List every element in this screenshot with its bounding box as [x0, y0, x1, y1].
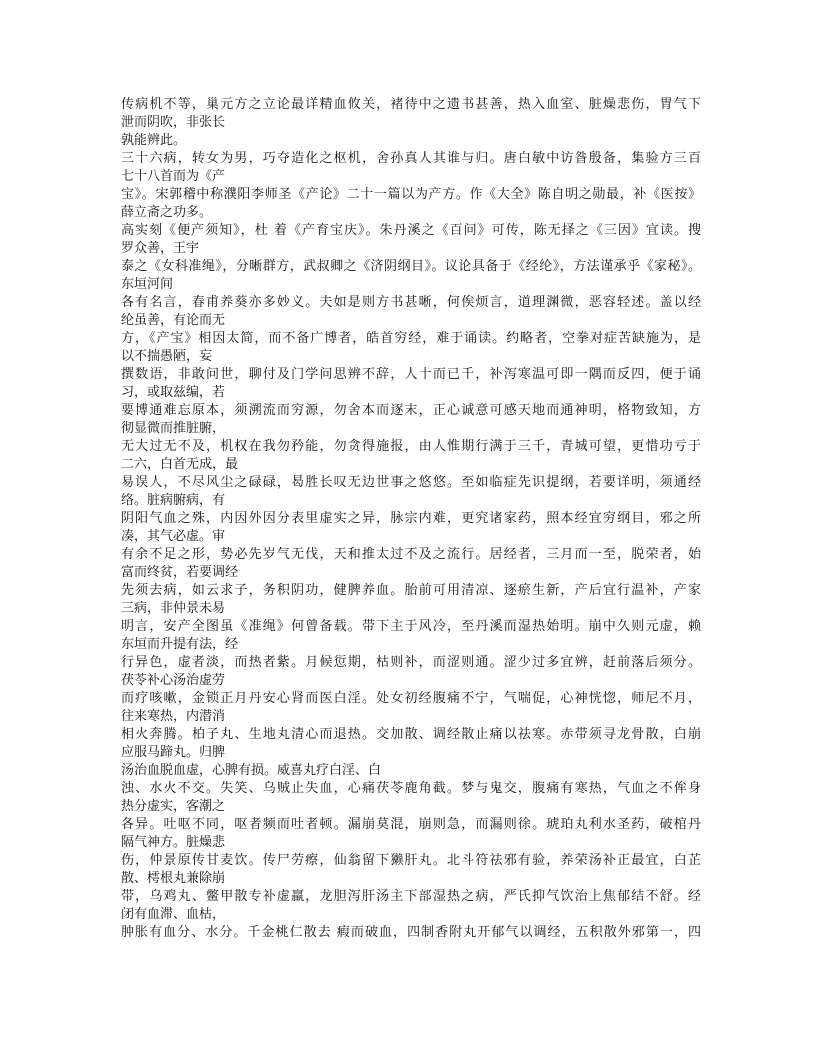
- text-line: 行异色，虚者淡，而热者紫。月候愆期，枯则补，而涩则通。涩少过多宜辨，赶前落后须分。: [121, 655, 701, 670]
- text-line: 阴阳气血之殊，内因外因分表里虚实之异，脉宗内难，更究诸家药，照本经宜穷纲目，邪之所: [121, 511, 701, 526]
- text-line: 散、樗根丸兼除崩: [121, 871, 226, 886]
- text-line: 宝》。宋郭稽中称濮阳李师圣《产论》二十一篇以为产方。作《大全》陈自明之勋最，补《医按》: [121, 187, 701, 202]
- text-line: 闭有血滞、血枯，: [121, 907, 226, 922]
- text-line: 二六，白首无成，最: [121, 457, 239, 472]
- text-line: 孰能辨此。: [121, 133, 187, 148]
- text-line: 薛立斋之功多。: [121, 205, 213, 220]
- text-line: 传病机不等，巢元方之立论最详精血攸关，褚待中之遗书甚善，热入血室、脏燥悲伤，胃气下: [121, 97, 701, 112]
- document-page: [121, 96, 706, 942]
- text-line: 三十六病，转女为男，巧夺造化之枢机，舍孙真人其谁与归。唐白敏中访昝殷备，集验方三百: [121, 151, 701, 166]
- text-line: 明言，安产全图虽《准绳》何曾备载。带下主于风冷，至丹溪而湿热始明。崩中久则元虚，赖: [121, 619, 701, 634]
- text-line: 习，或取兹编，若: [121, 385, 226, 400]
- text-line: 隔气神方。脏燥悲: [121, 835, 226, 850]
- text-line: 易误人，不尽风尘之碌碌，曷胜长叹无边世事之悠悠。至如临症先识提纲，若要详明，须通经: [121, 475, 701, 490]
- text-line: 伤，仲景原传甘麦饮。传尸劳瘵，仙翁留下獭肝丸。北斗符祛邪有验，养荣汤补正最宜，白芷: [121, 853, 701, 868]
- text-line: 带，乌鸡丸、鳖甲散专补虚羸，龙胆泻肝汤主下部湿热之病，严氏抑气饮治上焦郁结不舒。经: [121, 889, 701, 904]
- text-line: 往来寒热，内潜消: [121, 709, 226, 724]
- text-line: 泄而阴吹，非张长: [121, 115, 226, 130]
- text-line: 各异。吐呕不同，呕者频而吐者顿。漏崩莫混，崩则急，而漏则徐。琥珀丸利水圣药，破棺丹: [121, 817, 701, 832]
- text-line: 肿胀有血分、水分。千金桃仁散去 瘕而破血，四制香附丸开郁气以调经，五积散外邪第一，四: [121, 925, 701, 940]
- text-line: 高实刻《便产须知》，杜 着《产育宝庆》。朱丹溪之《百问》可传，陈无择之《三因》宜读。搜: [121, 223, 701, 238]
- text-line: 凑，其气必虚。审: [121, 529, 226, 544]
- text-line: 热分虚实，客潮之: [121, 799, 226, 814]
- text-line: 泰之《女科准绳》，分晰群方，武叔卿之《济阴纲目》。议论具备于《经纶》，方法谨承乎《家秘》。: [121, 259, 701, 274]
- text-line: 以不揣愚陋，妄: [121, 349, 213, 364]
- text-line: 络。脏病腑病，有: [121, 493, 226, 508]
- text-line: 罗众善，王宇: [121, 241, 200, 256]
- text-line: 各有名言，春甫养葵亦多妙义。夫如是则方书甚晰，何俟烦言，道理渊微，恶容轻述。盖以经: [121, 295, 701, 310]
- text-line: 茯苓补心汤治虚劳: [121, 673, 226, 688]
- text-line: 富而终贫，若要调经: [121, 565, 239, 580]
- text-line: 纶虽善，有论而无: [121, 313, 226, 328]
- text-line: 而疗咳嗽，金锁正月丹安心肾而医白淫。处女初经腹痛不宁，气喘促，心神恍惚，师尼不月，: [121, 691, 701, 706]
- text-line: 汤治血脱血虚，心脾有损。威喜丸疗白淫、白: [121, 763, 382, 778]
- text-line: 七十八首而为《产: [121, 169, 226, 184]
- text-line: 相火奔腾。柏子丸、生地丸清心而退热。交加散、调经散止痛以祛寒。赤带须寻龙骨散，白崩: [121, 727, 701, 742]
- text-line: 有余不足之形，势必先岁气无伐，天和推太过不及之流行。居经者，三月而一至，脱荣者，始: [121, 547, 701, 562]
- text-line: 三病，非仲景未易: [121, 601, 226, 616]
- text-line: 无大过无不及，机权在我勿矜能，勿贪得施报，由人惟期行满于三千，青城可望，更惜功亏于: [121, 439, 701, 454]
- text-line: 东垣而升提有法，经: [121, 637, 239, 652]
- text-line: 应服马蹄丸。归脾: [121, 745, 226, 760]
- text-line: 彻显微而推脏腑，: [121, 421, 226, 436]
- text-line: 方，《产宝》相因太简，而不备广博者，皓首穷经，难于诵读。约略者，空拳对症苦缺施为，是: [121, 331, 701, 346]
- text-line: 东垣河间: [121, 277, 174, 292]
- text-line: 浊、水火不交。失笑、乌贼止失血，心痛茯苓鹿角截。梦与鬼交，腹痛有寒热，气血之不侔身: [121, 781, 701, 796]
- text-line: 要博通难忘原本，须溯流而穷源，勿舍本而逐末，正心诚意可感天地而通神明，格物致知，方: [121, 403, 701, 418]
- text-line: 先须去病，如云求子，务积阴功，健脾养血。胎前可用清凉、逐瘀生新，产后宜行温补，产家: [121, 583, 701, 598]
- text-line: 撰数语，非敢问世，聊付及门学问思辨不辞，人十而已千，补泻寒温可即一隅而反四，便于诵: [121, 367, 701, 382]
